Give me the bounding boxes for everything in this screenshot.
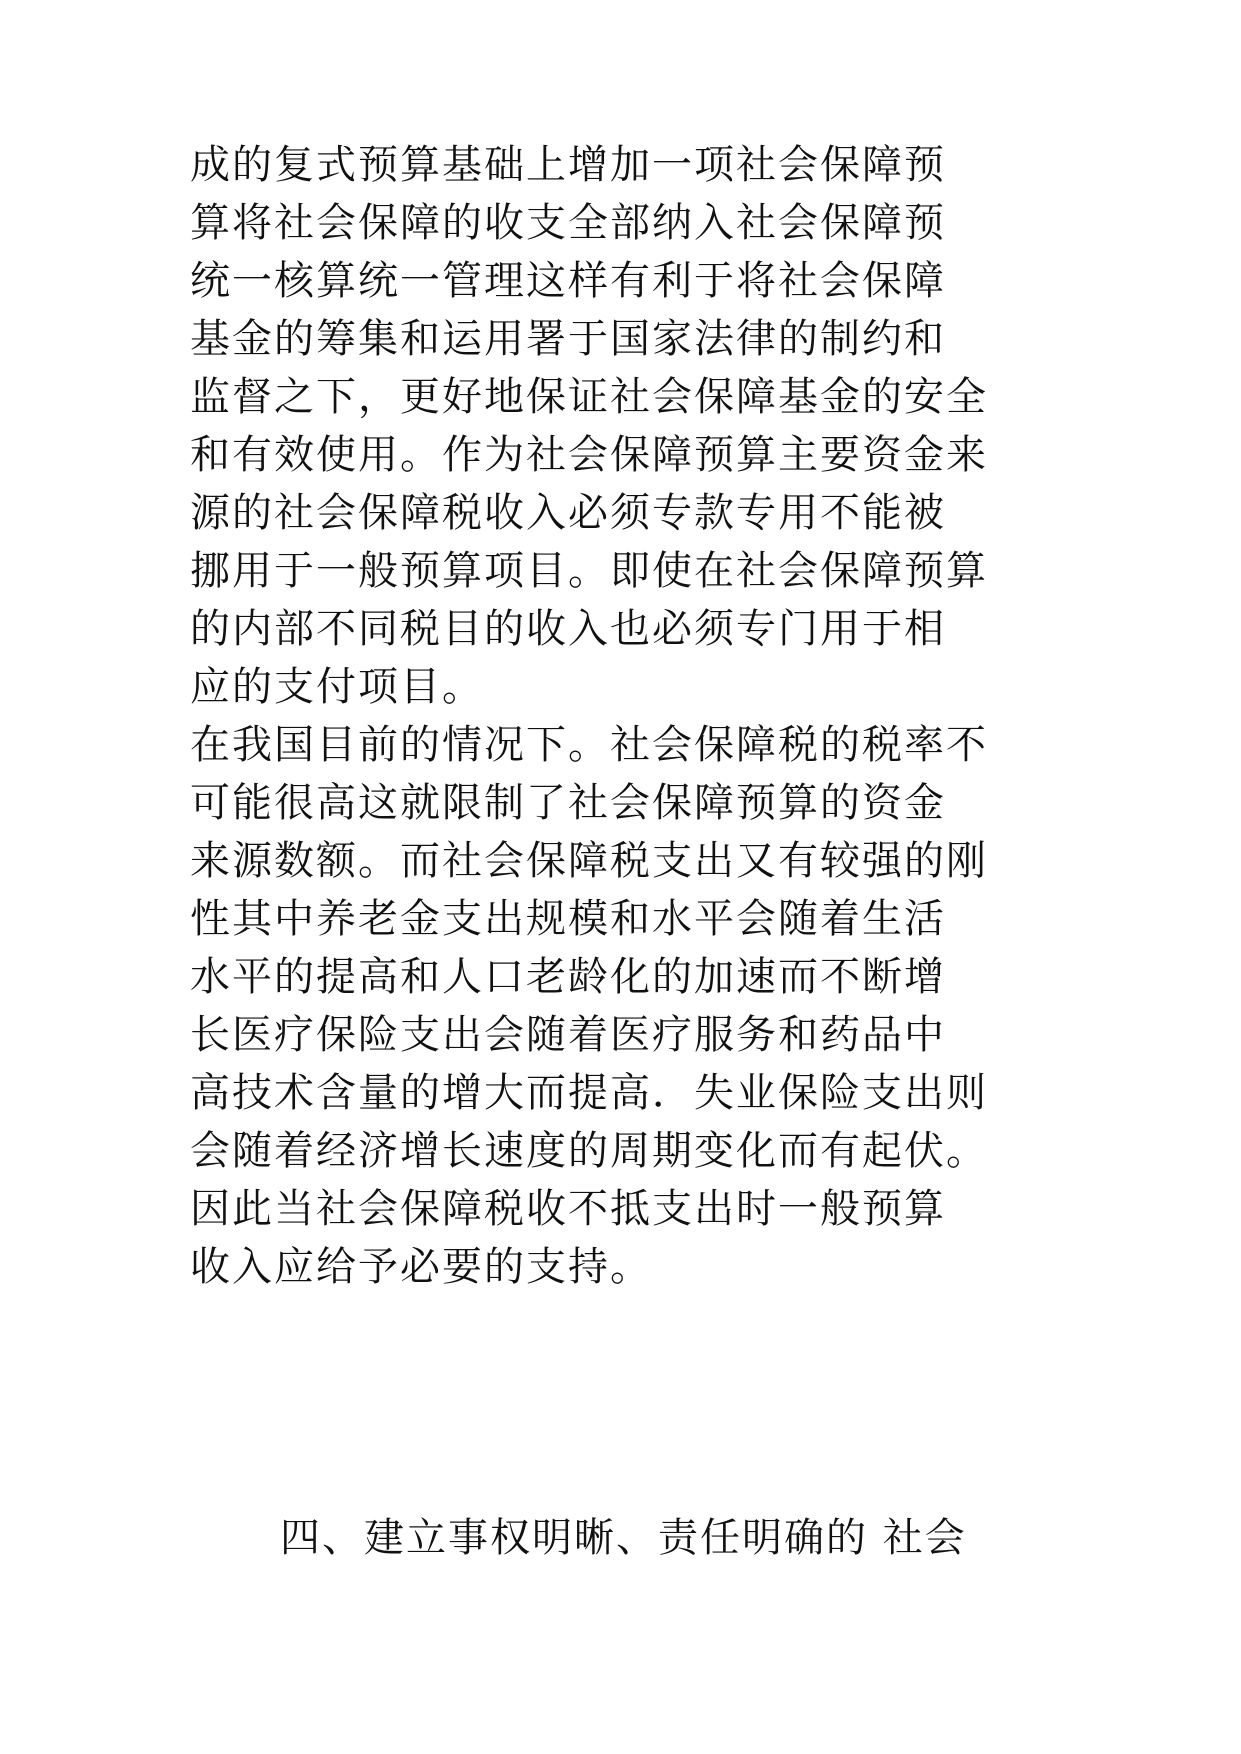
text-line: 因此当社会保障税收不抵支出时一般预算 (190, 1186, 946, 1232)
text-line: 挪用于一般预算项目。即使在社会保障预算 (190, 548, 988, 594)
section-heading: 四、建立事权明晰、责任明确的 社会 (280, 1515, 967, 1561)
text-line: 高技术含量的增大而提高．失业保险支出则 (190, 1070, 988, 1116)
text-line: 统一核算统一管理这样有利于将社会保障 (190, 258, 946, 304)
text-line: 的内部不同税目的收入也必须专门用于相 (190, 606, 946, 652)
text-line: 监督之下，更好地保证社会保障基金的安全 (190, 374, 988, 420)
text-line: 基金的筹集和运用署于国家法律的制约和 (190, 316, 946, 362)
text-line: 来源数额。而社会保障税支出又有较强的刚 (190, 838, 988, 884)
text-line: 收入应给予必要的支持。 (190, 1244, 652, 1290)
text-line: 性其中养老金支出规模和水平会随着生活 (190, 896, 946, 942)
text-line: 源的社会保障税收入必须专款专用不能被 (190, 490, 946, 536)
text-line: 长医疗保险支出会随着医疗服务和药品中 (190, 1012, 946, 1058)
text-line: 可能很高这就限制了社会保障预算的资金 (190, 780, 946, 826)
text-line: 在我国目前的情况下。社会保障税的税率不 (190, 722, 988, 768)
text-line: 成的复式预算基础上增加一项社会保障预 (190, 142, 946, 188)
text-line: 应的支付项目。 (190, 664, 484, 710)
text-line: 算将社会保障的收支全部纳入社会保障预 (190, 200, 946, 246)
text-line: 会随着经济增长速度的周期变化而有起伏。 (190, 1128, 988, 1174)
text-line: 水平的提高和人口老龄化的加速而不断增 (190, 954, 946, 1000)
text-line: 和有效使用。作为社会保障预算主要资金来 (190, 432, 988, 478)
